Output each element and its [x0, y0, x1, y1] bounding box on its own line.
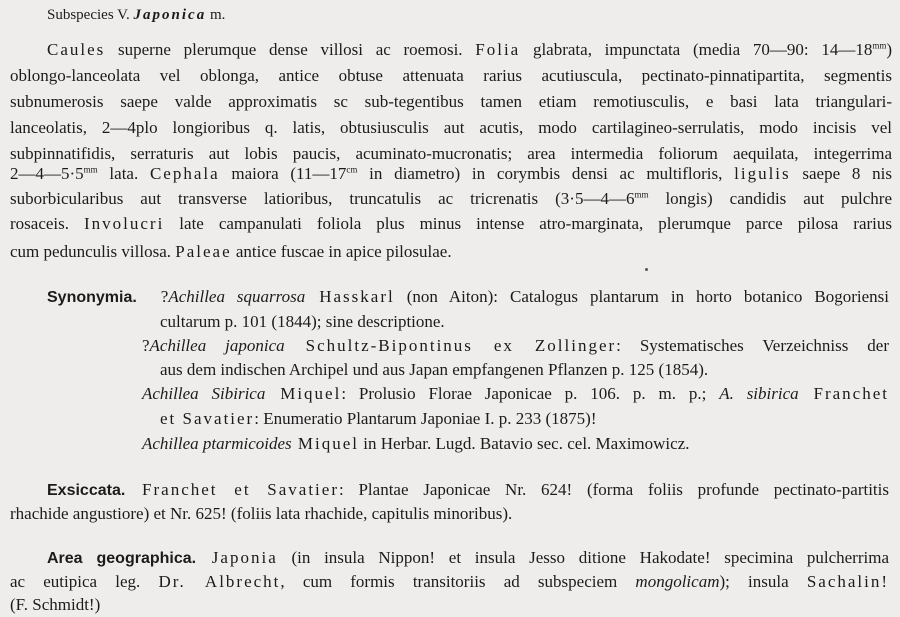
text: : Plantae Japonicae Nr. 624! (forma foliis profunde pectinato-partitis: [339, 480, 889, 499]
text: suborbicularibus aut transverse latioribus, truncatulis ac tricrenatis (3·5—4—6: [10, 189, 635, 208]
exsiccata-heading: Exsiccata.: [47, 482, 126, 499]
term-caules: Caules: [47, 40, 106, 59]
description-line: subpinnatifidis, serraturis aut lobis paucis, acuminato-mucronatis; area intermedia foliorum aequilata, integerrima: [10, 144, 892, 163]
term-paleae: Paleae: [175, 242, 232, 261]
description-line: oblongo-lanceolata vel oblonga, antice obtuse attenuata rarius acutiuscula, pectinato-pinnatipartita, segmentis: [10, 66, 892, 85]
unit: mm: [634, 189, 649, 200]
taxon-name: Achillea squarrosa: [168, 287, 306, 306]
description-line: [10, 213, 892, 235]
subspecies-name: Japonica: [133, 7, 207, 23]
author-name: Miquel: [291, 434, 360, 453]
synonym-line: aus dem indischen Archipel und aus Japan empfangenen Pflanzen p. 125 (1854).: [160, 360, 709, 379]
author-name: Schultz-Bipontinus ex Zollinger: [284, 336, 617, 355]
area-line: (F. Schmidt!): [10, 595, 101, 614]
unit: mm: [872, 40, 887, 51]
text: ac eutipica leg.: [10, 572, 159, 591]
synonym-line: [160, 408, 597, 430]
description-line: lanceolatis, 2—4plo longioribus q. latis, obtusiusculis aut acutis, modo cartilagineo-serrulatis, modo incisis vel: [10, 118, 892, 137]
description-line: [10, 188, 892, 210]
area-heading: Area geographica.: [47, 550, 197, 567]
description-line: subnumerosis saepe valde approximatis sc sub-tegentibus tamen etiam remotiusculis, e basi lata triangulari-: [10, 92, 892, 111]
text: late campanulati foliola plus minus intense atro-marginata, plerumque parce pilosa rarius: [164, 214, 892, 233]
text: (in insula Nippon! et insula Jesso ditione Hakodate! specimina pulcherrima: [277, 548, 889, 567]
description-line: [10, 163, 892, 185]
subspecies-author: m.: [209, 7, 226, 23]
taxon-name: Achillea ptarmicoides: [142, 434, 292, 453]
exsiccata-line: [47, 479, 889, 502]
text: , cum formis transitoriis ad subspeciem: [280, 572, 636, 591]
text: ?: [142, 336, 150, 355]
text: saepe 8 nis: [790, 164, 892, 183]
text: longis) candidis aut pulchre: [648, 189, 892, 208]
author-name: Hasskarl: [305, 287, 395, 306]
taxon-name: mongolicam: [635, 572, 720, 591]
synonym-line: [47, 286, 889, 309]
synonym-line: [142, 433, 690, 455]
text: lata.: [97, 164, 150, 183]
author-name: et Savatier: [160, 409, 255, 428]
taxon-name: Achillea Sibirica: [142, 384, 266, 403]
author-name: Franchet et Savatier: [125, 480, 339, 499]
unit: mm: [83, 164, 98, 175]
text: rosaceis.: [10, 214, 84, 233]
place-name: Japonia: [196, 548, 278, 567]
description-line: [10, 241, 452, 263]
text: : Systematisches Verzeichniss der: [616, 336, 889, 355]
text: : Enumeratio Plantarum Japoniae I. p. 233 (1875)!: [254, 409, 597, 428]
text: antice fuscae in apice pilosulae.: [231, 242, 452, 261]
synonym-line: cultarum p. 101 (1844); sine descriptione.: [160, 312, 445, 331]
term-cephala: Cephala: [149, 164, 220, 183]
text: maiora (11—17: [219, 164, 347, 183]
text: (non Aiton): Catalogus plantarum in horto botanico Bogoriensi: [394, 287, 890, 306]
text: superne plerumque dense villosi ac roemosi.: [105, 40, 476, 59]
print-speck: [645, 268, 648, 271]
term-ligulis: ligulis: [734, 164, 791, 183]
unit: cm: [346, 164, 358, 175]
text: 2—4—5·5: [10, 164, 84, 183]
author-name: Miquel: [265, 384, 342, 403]
text: in Herbar. Lugd. Batavio sec. cel. Maximowicz.: [359, 434, 690, 453]
area-line: [10, 571, 889, 593]
place-name: Sachalin!: [806, 572, 890, 591]
synonymia-heading: Synonymia.: [47, 289, 137, 306]
text: in diametro) in corymbis densi ac multifloris,: [357, 164, 735, 183]
text: ); insula: [719, 572, 807, 591]
text: cum pedunculis villosa.: [10, 242, 176, 261]
taxon-name: Achillea japonica: [149, 336, 285, 355]
term-folia: Folia: [475, 40, 521, 59]
text: : Prolusio Florae Japonicae p. 106. p. m. p.;: [341, 384, 720, 403]
term-involucri: Involucri: [84, 214, 165, 233]
area-line: [47, 547, 889, 570]
subspecies-title: [47, 4, 225, 26]
author-name: Franchet: [798, 384, 889, 403]
text: glabrata, impunctata (media 70—90: 14—18: [520, 40, 873, 59]
exsiccata-line: rhachide angustiore) et Nr. 625! (foliis lata rhachide, capitulis minoribus).: [10, 504, 513, 523]
collector-name: Dr. Albrecht: [158, 572, 281, 591]
text: ?: [160, 287, 169, 306]
text: ): [886, 40, 893, 59]
taxon-name: A. sibirica: [719, 384, 799, 403]
synonym-line: [142, 383, 889, 405]
description-line: [47, 39, 892, 61]
synonym-line: [142, 335, 889, 357]
subspecies-label: Subspecies V.: [47, 7, 130, 23]
